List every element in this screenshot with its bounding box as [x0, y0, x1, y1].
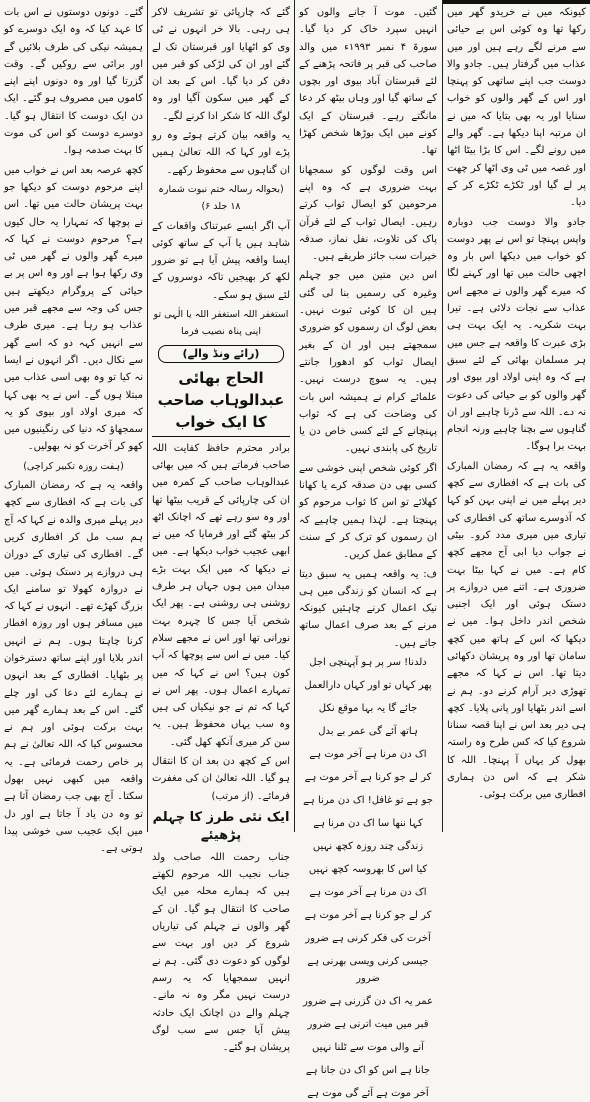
- paragraph: برادر محترم حافظ کفایت اللہ صاحب فرماتے ہیں کہ میں بھائی عبدالوہاب صاحب کے کمرہ میں ان کی چارپائی کے قریب بیٹھا تھا اور وہ سو رہے تھے کہ اچانک اٹھ کر بیٹھ گئے اور فرمایا کہ میں نے ابھی عجیب خواب دیکھا ہے۔ میں نے دیکھا کہ میں ایک بہت بڑے میدان میں ہوں جہاں ہر طرف روشنی ہی روشنی ہے۔ پھر ایک شخص آیا جس کا چہرہ بہت نورانی تھا اور اس نے مجھے سلام کیا۔ میں نے اس سے پوچھا کہ آپ کون ہیں؟ اس نے کہا کہ میں تمہارے اعمال ہوں۔ پھر اس نے کہا کہ تم نے جو نیکیاں کی ہیں وہ سب یہاں محفوظ ہیں۔ یہ سن کر میری آنکھ کھل گئی۔: [152, 442, 290, 748]
- paragraph: اگر کوئی شخص اپنی خوشی سے کسی بھی دن صدقہ کرے یا کھانا کھلائے تو اس کا ثواب مرحوم کو پہنچتا ہے۔ لہٰذا ہمیں چاہیے کہ ان رسموں کو ترک کر کے سنت کے مطابق عمل کریں۔: [299, 462, 437, 561]
- poem-line: کر لے جو کرنا ہے آخر موت ہے: [304, 909, 432, 921]
- citation: (بحوالہ رسالہ ختم نبوت شمارہ ۱۸ جلد ۶): [158, 183, 284, 213]
- poem-line: اک دن مرنا ہے آخر موت ہے: [309, 886, 427, 898]
- poem-line: آخر موت ہے آئے گی موت ہے: [307, 1087, 429, 1099]
- poem-line: کیا اس کا بھروسہ کچھ نہیں: [308, 863, 428, 875]
- poem-line: عمر یہ اک دن گزرنی ہے ضرور: [302, 995, 434, 1007]
- heading-underline: [152, 436, 290, 437]
- paragraph: واقعہ یہ ہے کہ رمضان المبارک کی بات ہے کہ افطاری سے کچھ دیر پہلے میری والدہ نے کہا کہ آج ہم سب مل کر افطاری کریں گے۔ افطاری کی تیاری کے دوران ہی دروازے پر دستک ہوئی۔ میں نے دروازہ کھولا تو سامنے ایک بزرگ کھڑے تھے۔ انہوں نے کہا کہ میں مسافر ہوں اور روزہ افطار کرنا چاہتا ہوں۔ ہم نے انہیں اندر بلایا اور اپنے ساتھ دسترخوان پر بٹھایا۔ افطاری کے بعد انہوں نے ہمارے لئے دعا کی اور چلے گئے۔ اس کے بعد ہمارے گھر میں بہت برکت ہوئی اور ہم نے محسوس کیا کہ اللہ تعالیٰ نے ہم پر خاص رحمت فرمائی ہے۔ یہ واقعہ میں کبھی نہیں بھول سکتا۔ آج بھی جب رمضان آتا ہے تو وہ دن یاد آ جاتا ہے اور دل میں ایک عجیب سی خوشی پیدا ہوتی ہے۔: [4, 480, 143, 855]
- poem-line: اک دن مرنا ہے آخر موت ہے: [309, 748, 427, 760]
- article-subheading: ایک نئی طرز کا چہلم پڑھیئے: [152, 809, 290, 843]
- paragraph: واقعہ یہ ہے کہ رمضان المبارک کی بات ہے کہ افطاری سے کچھ دیر پہلے میں نے اپنی بہن کو کہا کہ آذوسرے ساتھ کی افطاری کی تیاری میں میری مدد کرو۔ بیٹی نے جواب دیا ابی آج مجھے کچھ کام ہے۔ میں نے کہا بیٹا بہت ضروری ہے۔ اتنے میں دروازے پر دستک ہوئی اور ایک اجنبی شخص اندر داخل ہوا۔ میں نے دیکھا کہ اس کے ہاتھ میں کچھ سامان تھا اور وہ پریشان دکھائی دیتا تھا۔ اس نے کہا کہ مجھے تھوڑی دیر آرام کرنے دو۔ ہم نے اسے اندر بٹھایا اور پانی پلایا۔ کچھ ہی دیر بعد اس نے اپنا قصہ سنانا شروع کیا کہ کس طرح وہ راستہ بھول کر یہاں آ پہنچا۔ اللہ کا شکر ہے کہ اس دن ہماری افطاری میں برکت ہوئی۔: [447, 460, 586, 801]
- poem-line: جانا ہے اس کو اک دن جانا ہے: [305, 1064, 431, 1076]
- poem-line: جو ہے تو غافل! اک دن مرنا ہے: [303, 794, 433, 806]
- poem-line: کہا ننھا سا اک دن مرنا ہے: [313, 817, 423, 829]
- citation: (ہفت روزہ تکبیر کراچی): [23, 460, 124, 472]
- poem-line: جائے گا یہ بہا موقع نکل: [318, 702, 418, 714]
- poem-line: جیسی کرنی ویسی بھرنی ہے ضرور: [307, 955, 429, 984]
- column-divider: [147, 0, 148, 832]
- column-3: [148, 0, 294, 1054]
- poem-line: دلدنا! سر پر ہو آپہنچی اجل: [309, 656, 427, 668]
- column-divider: [294, 0, 295, 832]
- paragraph: گئے کہ چارپائی تو تشریف لاکر ہی رہی۔ بالا خر انہوں نے ٹی وی کو اٹھایا اور قبرستان تک لے گئے اور ان کی لڑکی کو قبر میں دفن کر دیا گیا۔ اس کے بعد ان کے گھر میں سکون آگیا اور وہ لوگ اللہ کا شکر ادا کرنے لگے۔: [152, 7, 290, 122]
- paragraph: اس کے کچھ دن بعد ان کا انتقال ہو گیا۔ اللہ تعالیٰ ان کی مغفرت فرمائے۔ (از مرتب): [152, 755, 290, 802]
- paragraph: اس وقت لوگوں کو سمجھانا بہت ضروری ہے کہ وہ اپنے مرحومین کو ایصال ثواب کرتے رہیں۔ ایصال ثواب کے لئے قرآن پاک کی تلاوت، نفل نماز، صدقہ خیرات سب جائز طریقے ہیں۔: [299, 164, 437, 263]
- poem-line: پھر کہاں تو اور کہاں دارالعمل: [304, 679, 432, 691]
- paragraph: آپ اگر ایسے عبرتناک واقعات کے شاہد ہیں یا آپ کے ساتھ کوئی ایسا واقعہ پیش آیا ہے تو ضرور لکھ کر بھیجیں تاکہ دوسروں کے لئے سبق ہو سکے۔: [152, 220, 290, 301]
- poem-line: آخرت کی فکر کرنی ہے ضرور: [305, 932, 431, 944]
- poem-line: کر لے جو کرنا ہے آخر موت ہے: [304, 771, 432, 783]
- paragraph: کچھ عرصہ بعد اس نے خواب میں اپنے مرحوم دوست کو دیکھا جو بہت پریشان حالت میں تھا۔ اس نے پوچھا کہ تمہارا یہ حال کیوں ہے؟ مرحوم دوست نے کہا کہ میرے گھر والوں نے گھر میں ٹی وی رکھا ہوا ہے اور وہ اس پر بے حیائی کے پروگرام دیکھتے ہیں جس کی وجہ سے مجھے قبر میں عذاب ہو رہا ہے۔ میری طرف سے انہیں کہہ دو کہ اسے گھر سے نکال دیں۔ اگر انہوں نے ایسا نہ کیا تو وہ بھی اسی عذاب میں مبتلا ہوں گے۔ اس نے یہ بھی کہا کہ میری اولاد اور بیوی کو یہ سمجھاؤ کہ دنیا کی رنگینیوں میں کھو کر آخرت کو نہ بھولیں۔: [4, 164, 143, 453]
- prayer-line: استغفر اللہ استغفر اللہ یا الٰہی تو اپنی پناہ نصیب فرما: [153, 309, 289, 338]
- paragraph: جادو والا دوست جب دوبارہ واپس پہنچا تو اس نے پھر دوست کو خواب میں دیکھا اس بار وہ اچھی حالت میں تھا اور کہنے لگا کہ میرے گھر والوں نے مجھے اس عذاب سے نجات دلائی ہے۔ تیرا بہت شکریہ۔ یہ ایک بہت ہی بڑی عبرت کا واقعہ ہے جس میں ہر مسلمان بھائی کے لئے سبق ہے کہ وہ اپنی اولاد اور بیوی اور گھر والوں کو بے حیائی کی دعوت نہ دے۔ اللہ سے ڈرنا چاہیے اور ان گناہوں سے بچنا چاہیے ورنہ انجام بہت برا ہوگا۔: [447, 216, 586, 453]
- paragraph: اس دین متین میں جو چہلم وغیرہ کی رسمیں بنا لی گئی ہیں ان کا کوئی ثبوت نہیں۔ بعض لوگ ان رسموں کو ضروری سمجھتے ہیں اور ان کے بغیر ایصال ثواب کو ادھورا جانتے ہیں۔ یہ سوچ درست نہیں۔ علمائے کرام نے ہمیشہ اس بات کی وضاحت کی ہے کہ ثواب پہنچانے کے لئے کسی خاص دن یا تاریخ کی پابندی نہیں۔: [299, 270, 437, 455]
- column-divider: [442, 0, 443, 832]
- paragraph: گئے۔ دونوں دوستوں نے اس بات کا عہد کیا کہ وہ ایک دوسرے کو ہمیشہ نیکی کی طرف بلائیں گے اور برائی سے روکیں گے۔ وقت گزرتا گیا اور وہ دونوں اپنے اپنے کاموں میں مصروف ہو گئے۔ ایک دن ایک دوست کا انتقال ہو گیا۔ دوسرے دوست کو اس کی موت کا بہت صدمہ ہوا۔: [4, 7, 143, 157]
- column-4: [0, 0, 147, 855]
- poem: [299, 654, 437, 1102]
- paragraph: کیونکہ میں نے خریدو گھر میں رکھا تھا وہ کوئی اس بے حیائی سے مرنے لگے رہے ہیں اور میں عذاب میں گرفتار ہیں۔ جادو والا دوست جب اپنے ساتھی کو پہنچا اور اس کے گھر والوں کو خواب سنایا اور یہ بھی بتایا کہ میں نے ان مرتبہ اپنا دیکھا ہے۔ گھر والے میں رونے لگے۔ اس کا بڑا بیٹا اٹھا اور غصہ میں ٹی وی اٹھا کر چھت پر لے گیا اور ٹکڑے ٹکڑے کر کے دیا۔: [447, 7, 586, 209]
- poem-line: آنے والی موت سے ٹلنا نہیں: [312, 1041, 424, 1053]
- poem-line: ہاتھ آئے گی عمر بے بدل: [318, 725, 418, 737]
- poem-line: زندگی چند روزہ کچھ نہیں: [312, 840, 424, 852]
- paragraph: یہ واقعہ بیان کرتے ہوئے وہ رو پڑے اور کہا کہ اللہ تعالیٰ ہمیں ان گناہوں سے محفوظ رکھے۔: [152, 130, 290, 176]
- section-banner: (رائے ونڈ والے): [158, 345, 284, 363]
- article-headline: الحاج بھائی عبدالوہاب صاحب کا ایک خواب: [157, 368, 285, 431]
- poem-line: قبر میں میت اترنی ہے ضرور: [307, 1018, 429, 1030]
- paragraph: جناب رحمت اللہ صاحب ولد جناب نجیب اللہ مرحوم لکھتے ہیں کہ ہمارے محلہ میں ایک صاحب کا انتقال ہو گیا۔ ان کے گھر والوں نے چہلم کی تیاریاں شروع کر دیں اور بہت سے لوگوں کو دعوت دی گئی۔ ہم نے انہیں سمجھایا کہ یہ رسم درست نہیں مگر وہ نہ مانے۔ چہلم والے دن اچانک ایک حادثہ پیش آیا جس سے سب لوگ پریشان ہو گئے۔: [152, 851, 290, 1054]
- column-2: [295, 0, 441, 1099]
- paragraph: ف: یہ واقعہ ہمیں یہ سبق دیتا ہے کہ انسان کو زندگی میں ہی نیک اعمال کرنے چاہئیں کیونکہ مرنے کے بعد صرف اعمال ساتھ جاتے ہیں۔: [299, 568, 437, 649]
- column-1: [443, 0, 590, 832]
- paragraph: گئیں۔ موت آ جانے والوں کو انہیں سپرد خاک کر دیا گیا۔ سورۃ ۴ نمبر ۱۹۹۳ء میں والد صاحب کی قبر پر فاتحہ پڑھنے کے لئے قبرستان آباد بیوی اور بچوں کے ساتھ گیا اور وہاں بیٹھ کر دعا مانگتے رہے۔ قبرستان کے ایک کونے میں ایک بوڑھا شخص کھڑا تھا۔: [299, 7, 437, 157]
